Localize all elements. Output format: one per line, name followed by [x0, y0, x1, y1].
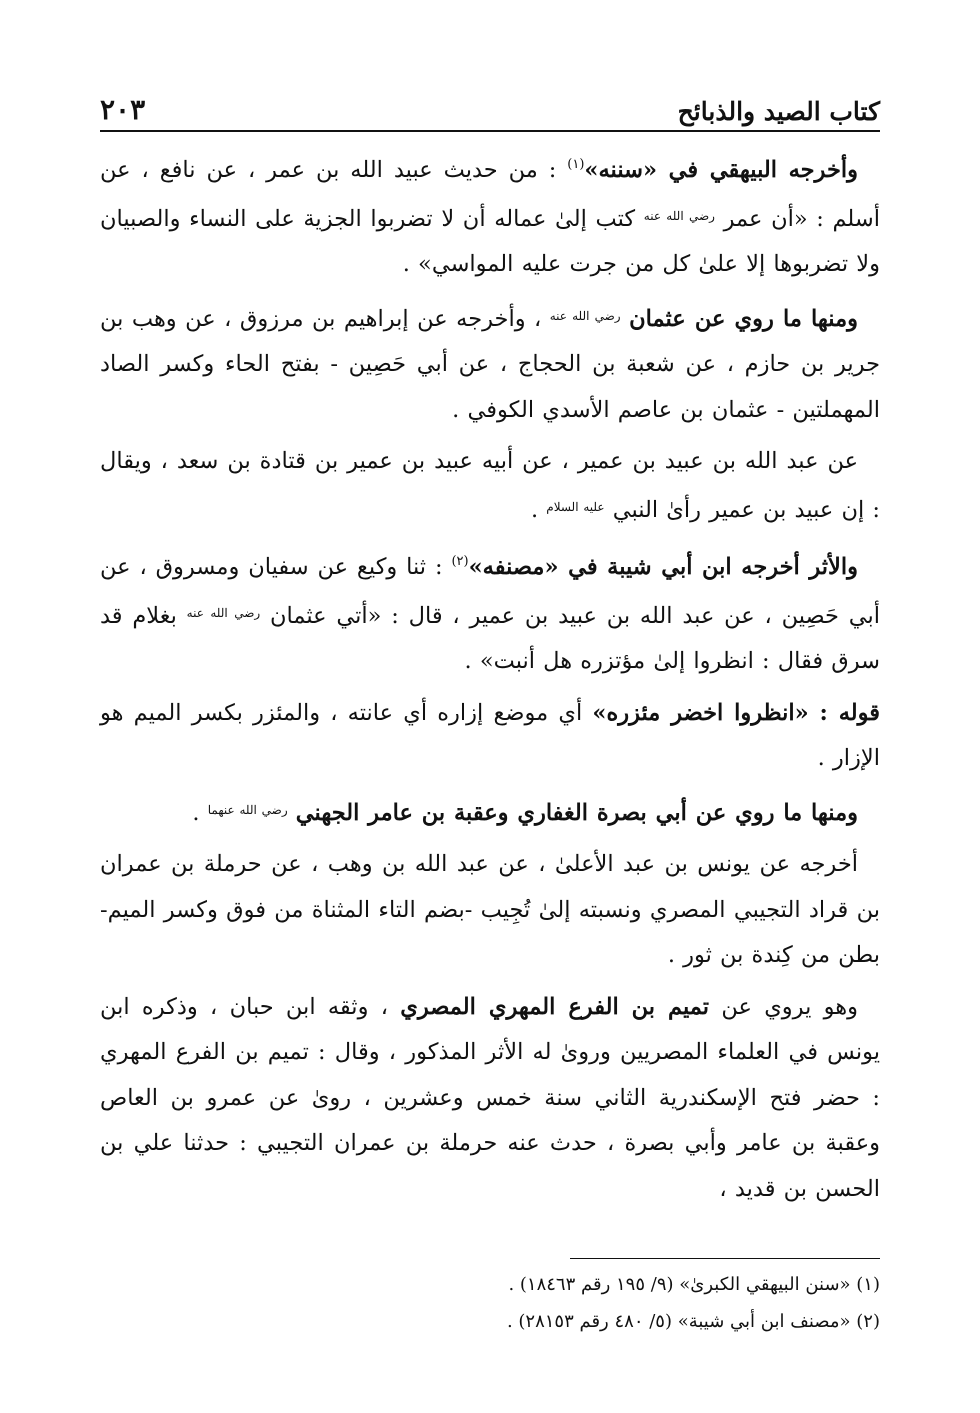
- paragraph-text: وهو يروي عن: [709, 993, 858, 1020]
- paragraph-4: [100, 539, 880, 685]
- paragraph-text: .: [530, 496, 547, 523]
- running-title: كتاب الصيد والذبائح: [677, 97, 880, 126]
- paragraph-8: [100, 985, 880, 1213]
- paragraph-lead: ومنها ما روي عن عثمان: [629, 305, 858, 332]
- paragraph-2: [100, 294, 880, 434]
- paragraph-text: : ثنا وكيع عن سفيان ومسروق ، عن أبي حَصِين ، عن عبد الله بن عبيد بن عمير ، قال : «أتي عثمان: [100, 554, 881, 629]
- paragraph-text: كتب إلىٰ عماله أن لا تضربوا الجزية على النساء والصبيان ولا تضربوها إلا علىٰ كل من جرت عليه المواسي» .: [100, 205, 880, 277]
- page-number: ٢٠٣: [100, 93, 146, 126]
- footnote-1: (١) «سنن البيهقي الكبرىٰ» (٩/ ١٩٥ رقم ١٨٤٦٣) .: [508, 1274, 880, 1295]
- paragraph-text: : من حديث عبيد الله بن عمر ، عن نافع ، عن أسلم : «أن عمر: [100, 157, 880, 232]
- paragraph-5: [100, 691, 880, 782]
- paragraph-text: .: [192, 799, 208, 826]
- page: [100, 78, 880, 1212]
- paragraph-text: عن عبد الله بن عبيد بن عمير ، عن أبيه عبيد بن عمير بن قتادة بن سعد ، ويقال : إن عبيد بن عمير رأىٰ النبي: [100, 448, 880, 523]
- paragraph-lead: قوله : «انظروا اخضر مئزره»: [592, 699, 880, 726]
- paragraph-text: ، وأخرجه عن إبراهيم بن مرزوق ، عن وهب بن جرير بن حازم ، عن شعبة بن الحجاج ، عن أبي حَصِين - بفتح الحاء وكسر الصاد المهملتين - عثمان بن عاصم الأسدي الكوفي .: [100, 305, 880, 423]
- paragraph-lead: تميم بن الفرع المهري المصري: [400, 993, 710, 1020]
- footnote-divider: [570, 1258, 880, 1259]
- footnote-ref-1: (١): [567, 157, 585, 172]
- footnote-ref-2: (٢): [451, 554, 469, 569]
- paragraph-6: [100, 788, 880, 837]
- honorific-glyph: رضي الله عنه: [549, 308, 621, 323]
- honorific-glyph: رضي الله عنه: [186, 605, 261, 620]
- paragraph-text: بغلام قد سرق فقال : انظروا إلىٰ مؤتزره هل أنبت» .: [100, 602, 880, 674]
- paragraph-text: أي موضع إزاره أي عانته ، والمئزر بكسر الميم هو الإزار .: [100, 699, 880, 771]
- paragraph-1: [100, 142, 880, 288]
- paragraph-text: أخرجه عن يونس بن عبد الأعلىٰ ، عن عبد الله بن وهب ، عن حرملة بن عمران بن قراد التجيبي المصري ونسبته إلىٰ تُجِيب -بضم التاء المثناة من فوق وكسر الميم- بطن من كِندة بن ثور .: [100, 851, 880, 968]
- paragraph-text: ، وثقه ابن حبان ، وذكره ابن يونس في العلماء المصريين وروىٰ له الأثر المذكور ، وقال : تميم بن الفرع المهري : حضر فتح الإسكندرية الثاني سنة خمس وعشرين ، روىٰ عن عمرو بن العاص وعقبة بن عامر وأبي بصرة ، حدث عنه حرملة بن عمران التجيبي : حدثنا علي بن الحسن بن قديد ،: [100, 993, 880, 1202]
- page-header: [100, 78, 880, 132]
- paragraph-3: [100, 439, 880, 533]
- footnotes: [100, 1266, 880, 1340]
- paragraph-lead: وأخرجه البيهقي في «سننه»: [584, 157, 859, 183]
- honorific-glyph: عليه السلام: [546, 499, 605, 514]
- paragraph-lead: ومنها ما روي عن أبي بصرة الغفاري وعقبة بن عامر الجهني: [295, 799, 858, 826]
- footnote-2: (٢) «مصنف ابن أبي شيبة» (٥/ ٤٨٠ رقم ٢٨١٥٣) .: [506, 1311, 880, 1332]
- honorific-glyph: رضي الله عنه: [643, 208, 715, 223]
- paragraph-lead: والأثر أخرجه ابن أبي شيبة في «مصنفه»: [468, 554, 858, 580]
- honorific-glyph: رضي الله عنهما: [207, 802, 288, 817]
- page-body: [100, 142, 880, 1212]
- paragraph-7: [100, 842, 880, 979]
